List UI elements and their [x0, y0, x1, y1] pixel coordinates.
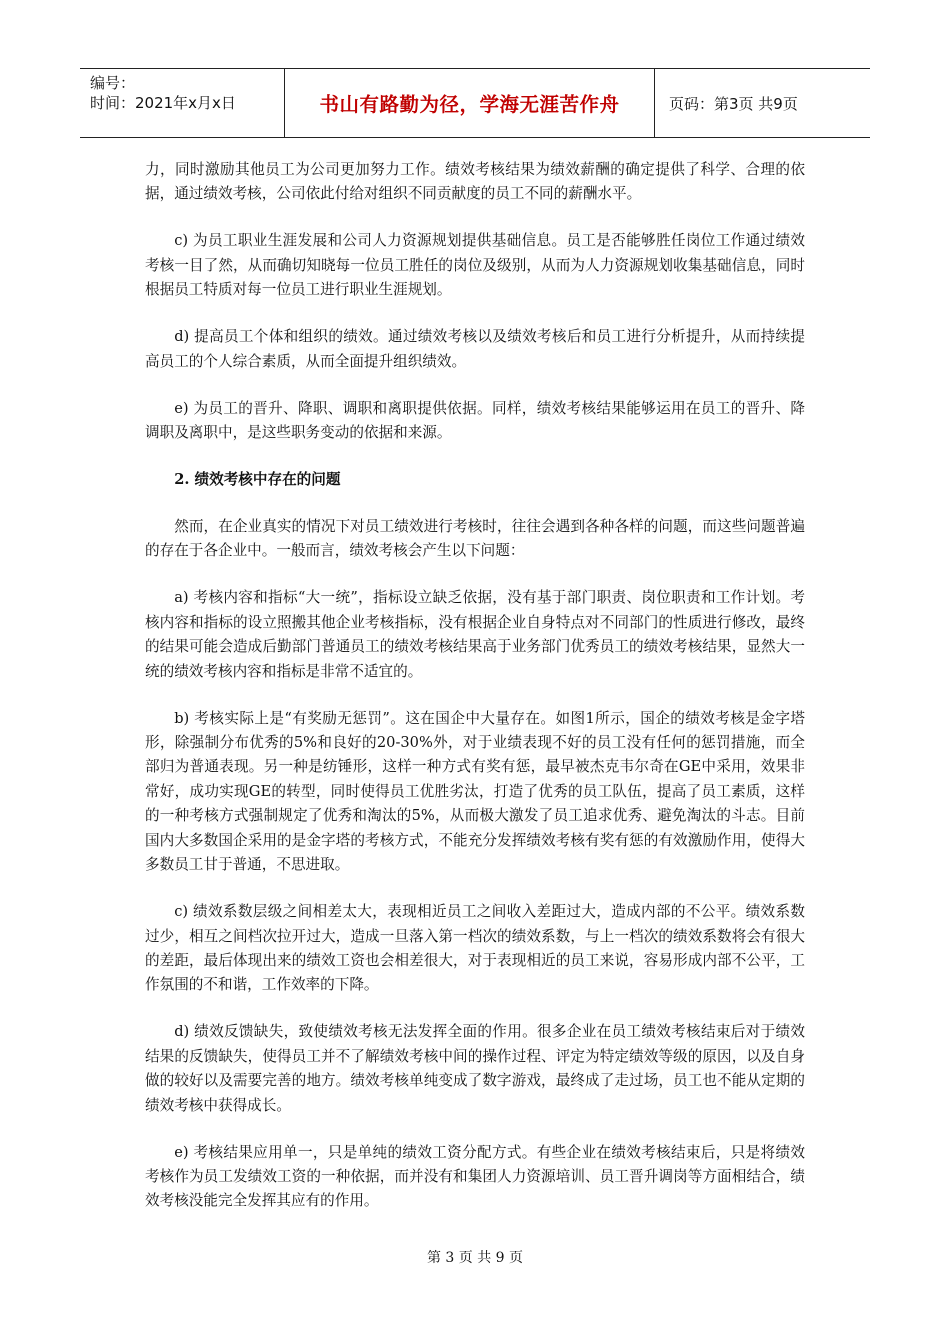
paragraph: b) 考核实际上是“有奖励无惩罚”。这在国企中大量存在。如图1所示，国企的绩效考核是金字塔形，除强制分布优秀的5%和良好的20-30%外，对于业绩表现不好的员工没有任何的惩罚措施，而全部归为普通表现。另一种是纺锤形，这样一种方式有奖有惩，最早被杰克韦尔奇在GE中采用，效果非常好，成功实现GE的转型，同时使得员工优胜劣汰，打造了优秀的员工队伍，提高了员工素质，这样的一种考核方式强制规定了优秀和淘汰的5%，从而极大激发了员工追求优秀、避免淘汰的斗志。目前国内大多数国企采用的是金字塔的考核方式，不能充分发挥绩效考核有奖有惩的有效激励作用，使得大多数员工甘于普通，不思进取。: [145, 709, 805, 874]
paragraph: c) 为员工职业生涯发展和公司人力资源规划提供基础信息。员工是否能够胜任岗位工作通过绩效考核一目了然，从而确切知晓每一位员工胜任的岗位及级别，从而为人力资源规划收集基础信息，同时根据员工特质对每一位员工进行职业生涯规划。: [145, 232, 805, 299]
header-meta: [80, 69, 285, 137]
section-heading: 2. 绩效考核中存在的问题: [174, 471, 341, 489]
document-number-label: 编号：: [90, 74, 136, 92]
paragraph: a) 考核内容和指标“大一统”，指标设立缺乏依据，没有基于部门职责、岗位职责和工作计划。考核内容和指标的设立照搬其他企业考核指标，没有根据企业自身特点对不同部门的性质进行修改，最终的结果可能会造成后勤部门普通员工的绩效考核结果高于业务部门优秀员工的绩效考核结果，显然大一统的绩效考核内容和指标是非常不适宜的。: [145, 589, 805, 680]
page-header: [80, 68, 870, 138]
document-body: [145, 158, 805, 1236]
document-date-label: 时间：2021年x月x日: [90, 94, 236, 112]
page-footer: 第 3 页 共 9 页: [426, 1250, 524, 1266]
header-motto: 书山有路勤为径，学海无涯苦作舟: [285, 69, 655, 137]
paragraph: e) 为员工的晋升、降职、调职和离职提供依据。同样，绩效考核结果能够运用在员工的晋升、降调职及离职中，是这些职务变动的依据和来源。: [145, 399, 805, 442]
paragraph: d) 绩效反馈缺失，致使绩效考核无法发挥全面的作用。很多企业在员工绩效考核结束后对于绩效结果的反馈缺失，使得员工并不了解绩效考核中间的操作过程、评定为特定绩效等级的原因，以及自身做的较好以及需要完善的地方。绩效考核单纯变成了数字游戏，最终成了走过场，员工也不能从定期的绩效考核中获得成长。: [145, 1023, 805, 1114]
paragraph: c) 绩效系数层级之间相差太大，表现相近员工之间收入差距过大，造成内部的不公平。绩效系数过少，相互之间档次拉开过大，造成一旦落入第一档次的绩效系数，与上一档次的绩效系数将会有很大的差距，最后体现出来的绩效工资也会相差很大，对于表现相近的员工来说，容易形成内部不公平，工作氛围的不和谐，工作效率的下降。: [145, 903, 805, 994]
paragraph: e) 考核结果应用单一，只是单纯的绩效工资分配方式。有些企业在绩效考核结束后，只是将绩效考核作为员工发绩效工资的一种依据，而并没有和集团人力资源培训、员工晋升调岗等方面相结合，绩效考核没能完全发挥其应有的作用。: [145, 1143, 805, 1210]
header-page-label: 页码：第3页 共9页: [669, 94, 798, 113]
paragraph: 力，同时激励其他员工为公司更加努力工作。绩效考核结果为绩效薪酬的确定提供了科学、合理的依据，通过绩效考核，公司依此付给对组织不同贡献度的员工不同的薪酬水平。: [145, 161, 805, 203]
paragraph: d) 提高员工个体和组织的绩效。通过绩效考核以及绩效考核后和员工进行分析提升，从而持续提高员工的个人综合素质，从而全面提升组织绩效。: [145, 328, 805, 370]
paragraph: 然而，在企业真实的情况下对员工绩效进行考核时，往往会遇到各种各样的问题，而这些问题普遍的存在于各企业中。一般而言，绩效考核会产生以下问题：: [145, 518, 805, 560]
